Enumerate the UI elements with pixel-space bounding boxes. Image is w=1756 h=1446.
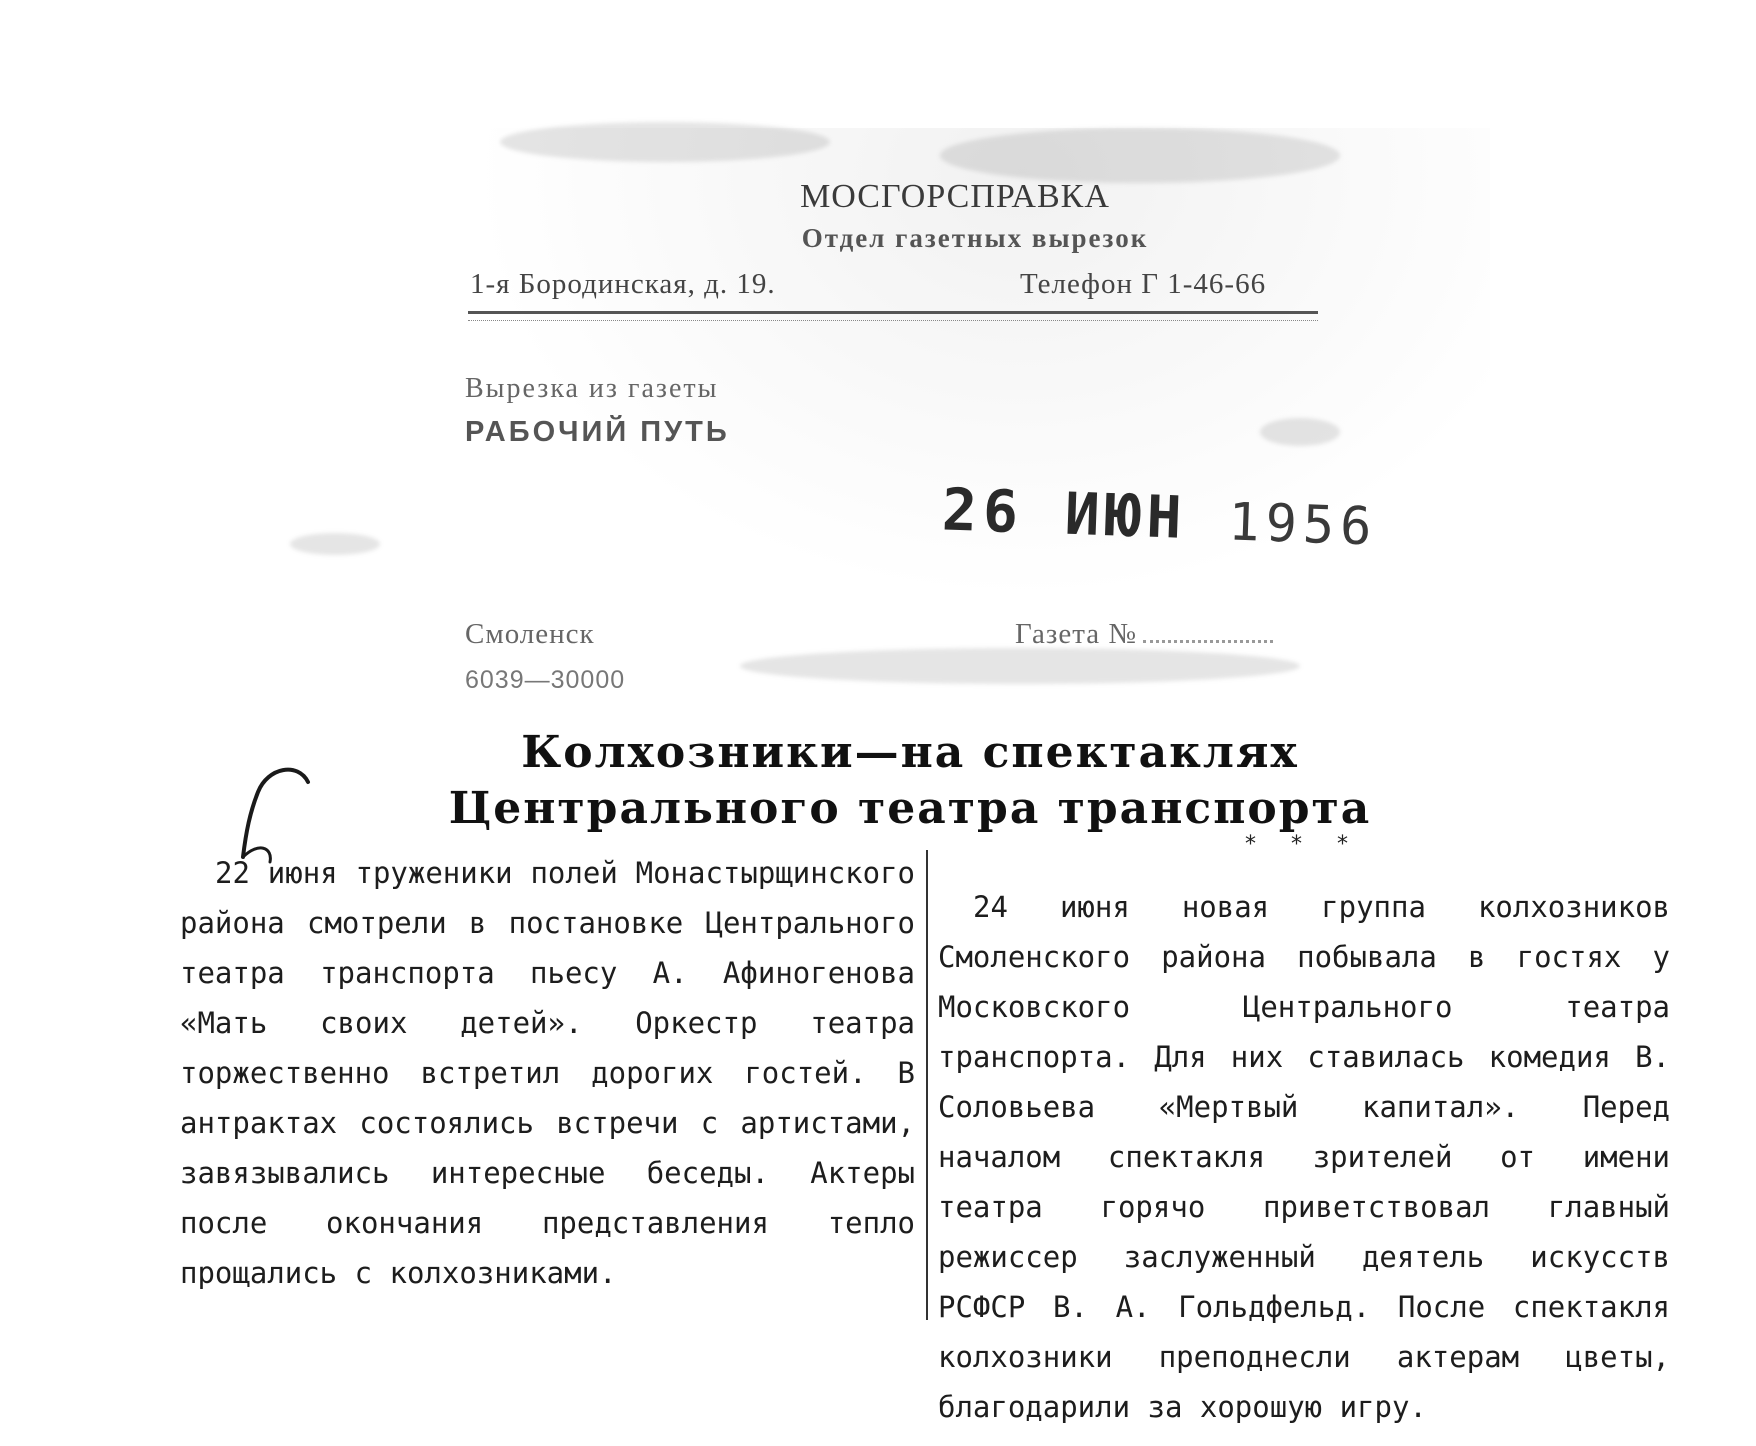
clipping-bureau-form bbox=[320, 128, 1490, 718]
print-speckle bbox=[290, 533, 380, 555]
article-headline bbox=[380, 725, 1440, 837]
headline-line-1: Колхозники—на спектаклях bbox=[521, 727, 1299, 778]
section-separator: * * * bbox=[1245, 832, 1362, 857]
article-right-column: 24 июня новая группа колхозников Смоленского района побывала в гостях у Московского Центрального театра транспорта. Для них ставилась комедия В. Соловьева «Мертвый капитал». Перед началом спектакля зрителей от имени театра горячо приветствовал главный режиссер заслуженный деятель искусств РСФСР В. А. Гольдфельд. После спектакля колхозники преподнесли актерам цветы, благодарили за хорошую игру. bbox=[938, 890, 1670, 1424]
organization-name: МОСГОРСПРАВКА bbox=[800, 178, 1110, 215]
header-rule-dotted bbox=[468, 320, 1318, 321]
date-stamp bbox=[941, 475, 1379, 558]
gazeta-number-blank bbox=[1143, 640, 1273, 643]
print-speckle bbox=[740, 648, 1300, 684]
date-stamp-year: 1956 bbox=[1227, 492, 1379, 558]
department-name: Отдел газетных вырезок bbox=[801, 223, 1149, 253]
print-speckle bbox=[500, 122, 830, 162]
print-code: 6039—30000 bbox=[465, 666, 626, 694]
phone-number: Телефон Г 1-46-66 bbox=[1020, 268, 1267, 300]
header-rule bbox=[468, 311, 1318, 314]
address: 1-я Бородинская, д. 19. bbox=[470, 268, 776, 300]
print-speckle bbox=[1260, 418, 1340, 446]
column-divider bbox=[926, 850, 928, 1320]
print-speckle bbox=[940, 128, 1340, 183]
city: Смоленск bbox=[465, 618, 595, 650]
clipping-label: Вырезка из газеты bbox=[465, 373, 719, 404]
article-left-column: 22 июня труженики полей Монастырщинского района смотрели в постановке Центрального театра транспорта пьесу А. Афиногенова «Мать своих детей». Оркестр театра торжественно встретил дорогих гостей. В антрактах состоялись встречи с артистами, завязывались интересные беседы. Актеры после окончания представления тепло прощались с колхозниками. bbox=[180, 856, 915, 1290]
headline-line-2: Центрального театра транспорта bbox=[448, 783, 1372, 834]
gazeta-number-field bbox=[1015, 618, 1273, 651]
newspaper-name: РАБОЧИЙ ПУТЬ bbox=[465, 416, 730, 448]
gazeta-number-label: Газета № bbox=[1015, 618, 1138, 650]
date-stamp-day-month: 26 ИЮН bbox=[940, 475, 1189, 552]
